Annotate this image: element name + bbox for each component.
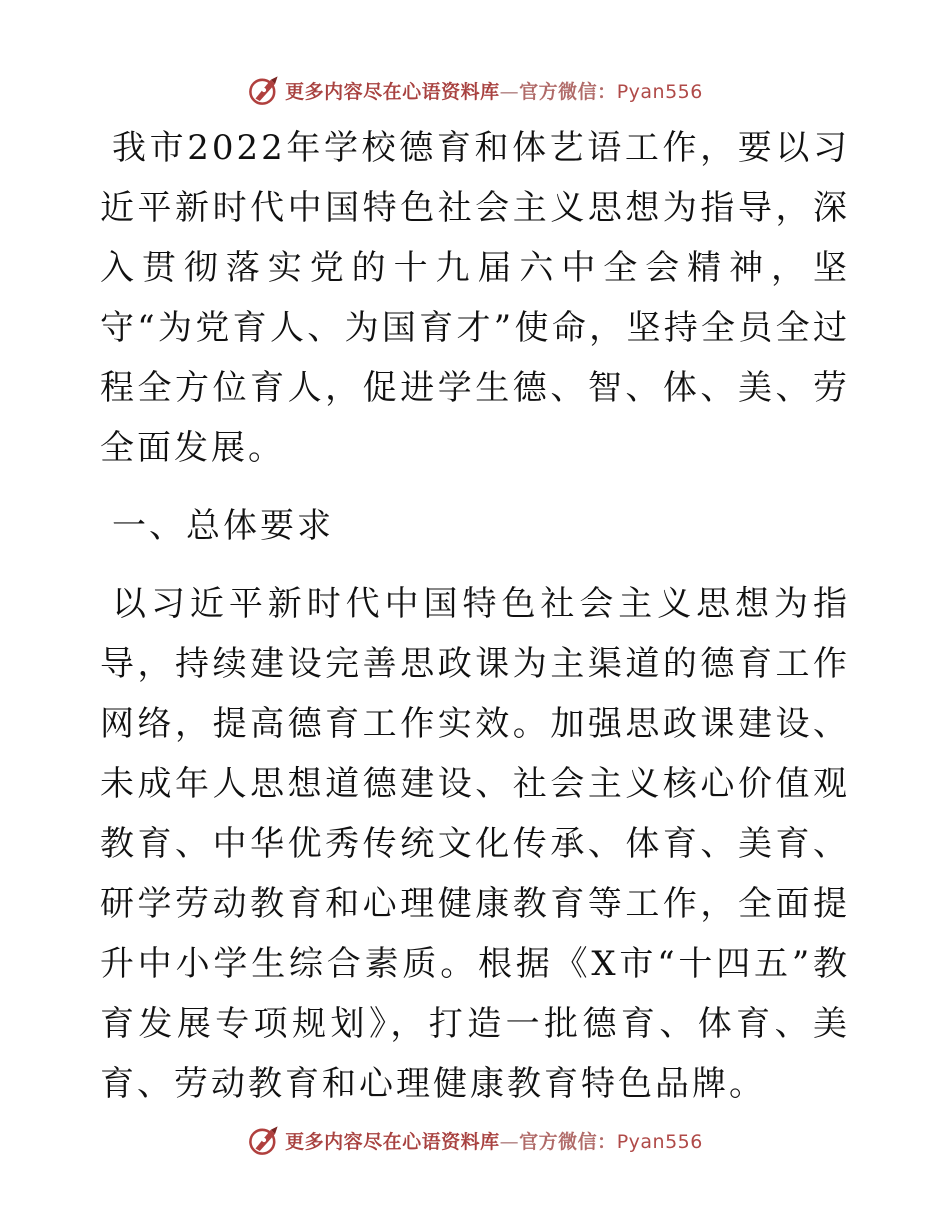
wechat-id: Pyan556 — [616, 1130, 703, 1153]
separator-dash: — — [499, 1130, 520, 1153]
intro-paragraph: 我市2022年学校德育和体艺语工作，要以习近平新时代中国特色社会主义思想为指导，深入贯彻落实党的十九届六中全会精神，坚守“为党育人、为国育才”使命，坚持全员全过程全方位育人，促进学生德、智、体、美、劳全面发展。 — [100, 128, 850, 468]
wechat-id: Pyan556 — [616, 80, 703, 103]
footer-watermark-banner — [0, 1122, 950, 1158]
watermark-text — [285, 1127, 703, 1154]
brand-text: 更多内容尽在心语资料库 — [285, 1130, 500, 1153]
pen-nib-logo-icon — [247, 73, 281, 107]
watermark-text — [285, 77, 703, 104]
header-watermark-banner — [0, 72, 950, 108]
pen-nib-logo-icon — [247, 1123, 281, 1157]
section-heading: 一、总体要求 — [112, 506, 334, 546]
contact-label: 官方微信： — [519, 1130, 617, 1153]
contact-label: 官方微信： — [519, 80, 617, 103]
body-paragraph: 以习近平新时代中国特色社会主义思想为指导，持续建设完善思政课为主渠道的德育工作网络，提高德育工作实效。加强思政课建设、未成年人思想道德建设、社会主义核心价值观教育、中华优秀传统文化传承、体育、美育、研学劳动教育和心理健康教育等工作，全面提升中小学生综合素质。根据《X市“十四五”教育发展专项规划》，打造一批德育、体育、美育、劳动教育和心理健康教育特色品牌。 — [100, 584, 850, 1104]
document-body — [100, 118, 850, 1114]
separator-dash: — — [499, 80, 520, 103]
brand-text: 更多内容尽在心语资料库 — [285, 80, 500, 103]
